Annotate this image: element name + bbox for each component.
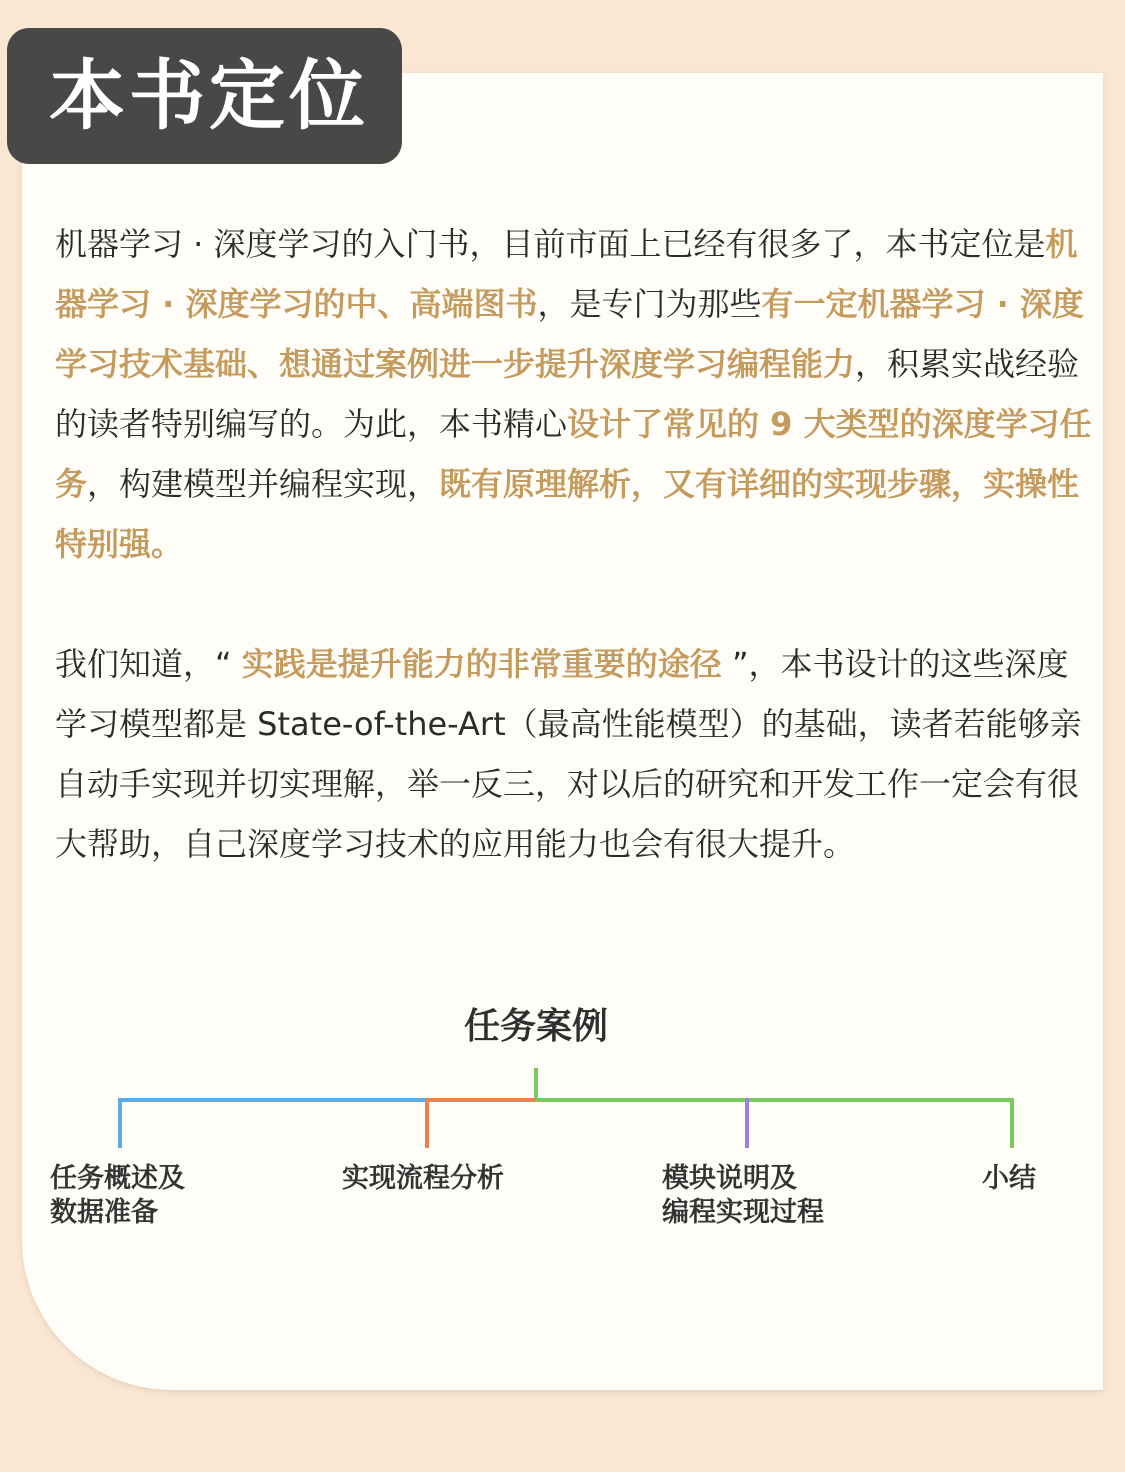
p1-highlight-1: 机器学习 · 深度学习的中、高端图书	[55, 225, 1078, 323]
step-3-line-2: 编程实现过程	[662, 1197, 824, 1228]
step-2-line-1: 实现流程分析	[342, 1163, 504, 1194]
diagram-title: 任务案例	[463, 1006, 608, 1047]
step-summary	[982, 1162, 1062, 1196]
step-1-line-2: 数据准备	[50, 1197, 158, 1228]
p1-seg-2: ，是专门为那些	[537, 285, 762, 323]
step-1-line-1: 任务概述及	[50, 1163, 185, 1194]
step-flow-analysis	[342, 1162, 542, 1196]
p1-seg-6: ，构建模型并编程实现，	[87, 465, 440, 503]
p1-highlight-5: 设计了常见的 9 大类型的深度学习任务	[55, 405, 1092, 503]
step-4-line-1: 小结	[982, 1163, 1036, 1194]
p2-highlight-1: 实践是提升能力的非常重要的途径	[241, 645, 722, 683]
intro-paragraph-1	[55, 214, 1095, 574]
step-data-prep	[50, 1162, 220, 1230]
page-title: 本书定位	[7, 28, 402, 164]
p1-seg-4: ，积累实战经验的读者特别编写的。为此，本书精心	[55, 345, 1080, 443]
p1-highlight-3: 有一定机器学习 · 深度学习技术基础、想通过案例进一步提升深度学习编程能力	[55, 285, 1084, 383]
step-3-line-1: 模块说明及	[662, 1163, 797, 1194]
p1-seg-0: 机器学习 · 深度学习的入门书，目前市面上已经有很多了，本书定位是	[55, 225, 1046, 263]
step-implementation	[662, 1162, 832, 1230]
p2-seg-2: ”，本书设计的这些深度学习模型都是 State-of-the-Art（最高性能模型）的基础，读者若能够亲自动手实现并切实理解，举一反三，对以后的研究和开发工作一定会有很大帮助，自己深度学习技术的应用能力也会有很大提升。	[55, 645, 1082, 863]
p1-highlight-7: 既有原理解析，又有详细的实现步骤，实操性特别强。	[55, 465, 1080, 563]
p2-seg-0: 我们知道，“	[55, 645, 242, 683]
intro-paragraph-2	[55, 634, 1095, 874]
